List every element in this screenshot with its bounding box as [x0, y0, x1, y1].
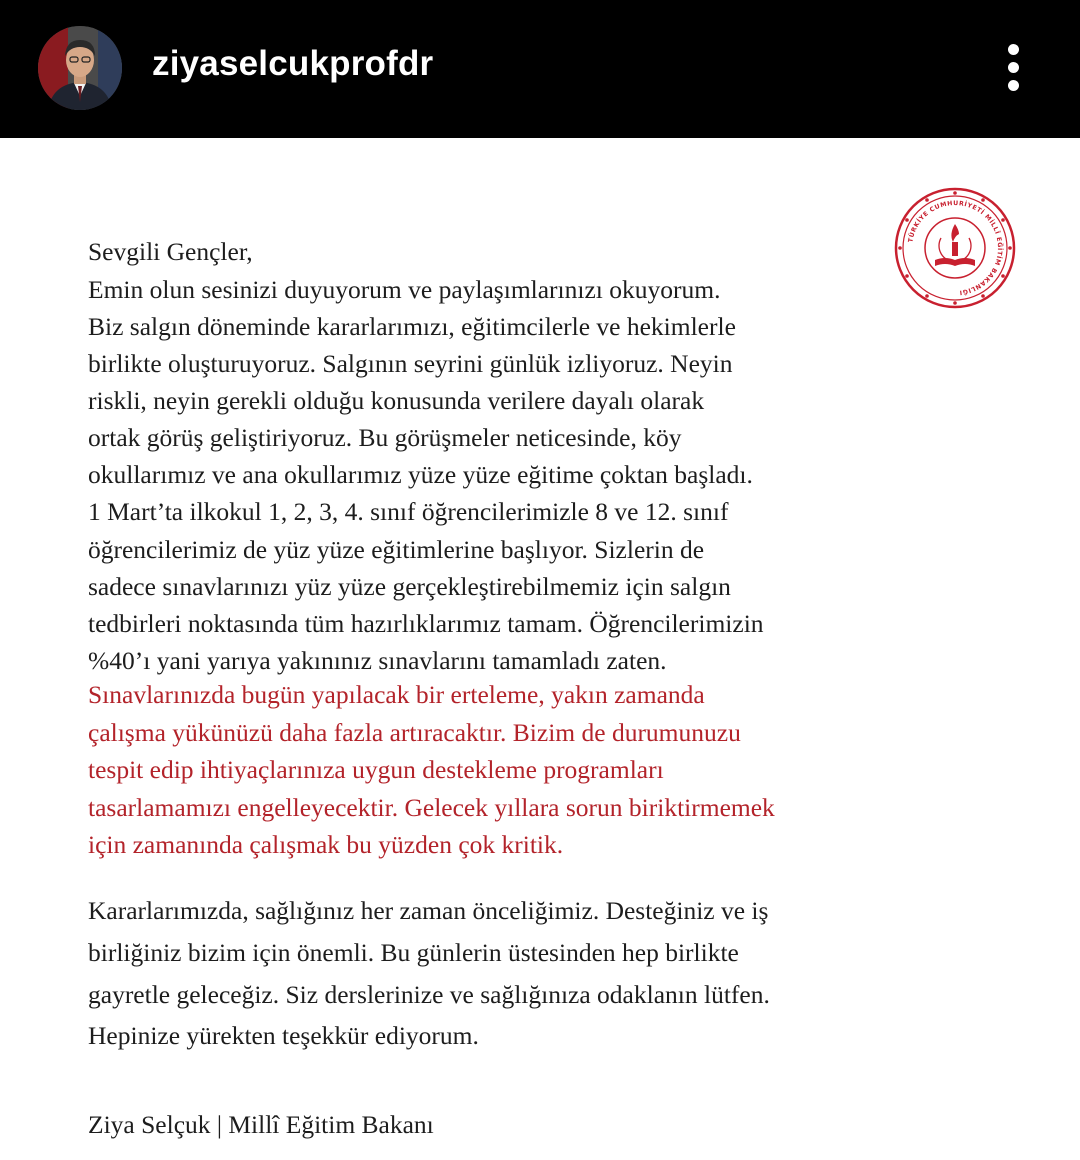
letter-line: birlikte oluşturuyoruz. Salgının seyrini günlük izliyoruz. Neyin: [88, 349, 733, 378]
letter-line: birliğiniz bizim için önemli. Bu günlerin üstesinden hep birlikte: [88, 938, 739, 967]
letter-line: 1 Mart’ta ilkokul 1, 2, 3, 4. sınıf öğrencilerimizle 8 ve 12. sınıf: [88, 497, 729, 526]
post-header: [0, 0, 1080, 138]
letter-line: öğrencilerimiz de yüz yüze eğitimlerine başlıyor. Sizlerin de: [88, 535, 705, 564]
highlighted-line: tespit edip ihtiyaçlarınıza uygun destekleme programları: [88, 755, 664, 784]
letter-line: Hepinize yürekten teşekkür ediyorum.: [88, 1021, 479, 1050]
highlighted-line: Sınavlarınızda bugün yapılacak bir erteleme, yakın zamanda: [88, 680, 705, 709]
letter-line: Emin olun sesinizi duyuyorum ve paylaşımlarınızı okuyorum.: [88, 275, 721, 304]
letter-line: tedbirleri noktasında tüm hazırlıklarımız tamam. Öğrencilerimizin: [88, 609, 764, 638]
letter-line: riskli, neyin gerekli olduğu konusunda verilere dayalı olarak: [88, 386, 705, 415]
ministry-seal-logo: [893, 186, 1017, 310]
letter-signature: Ziya Selçuk | Millî Eğitim Bakanı: [88, 1110, 434, 1139]
letter-line: okullarımız ve ana okullarımız yüze yüze eğitime çoktan başladı.: [88, 460, 753, 489]
letter-line: ortak görüş geliştiriyoruz. Bu görüşmeler neticesinde, köy: [88, 423, 682, 452]
letter-line: %40’ı yani yarıya yakınınız sınavlarını tamamladı zaten.: [88, 646, 667, 675]
letter-line: Kararlarımızda, sağlığınız her zaman önceliğimiz. Desteğiniz ve iş: [88, 896, 769, 925]
highlighted-line: için zamanında çalışmak bu yüzden çok kritik.: [88, 830, 564, 859]
highlighted-line: tasarlamamızı engelleyecektir. Gelecek yıllara sorun biriktirmemek: [88, 793, 775, 822]
letter-line: gayretle geleceğiz. Siz derslerinize ve sağlığınıza odaklanın lütfen.: [88, 980, 770, 1009]
letter-line: sadece sınavlarınızı yüz yüze gerçekleştirebilmemiz için salgın: [88, 572, 731, 601]
more-options-icon[interactable]: [996, 40, 1032, 96]
account-username[interactable]: ziyaselcukprofdr: [152, 44, 434, 83]
profile-avatar[interactable]: [38, 26, 122, 110]
svg-text:TÜRKİYE CUMHURİYETİ MİLLÎ EĞİT: TÜRKİYE CUMHURİYETİ MİLLÎ EĞİTİM BAKANLIĞI: [907, 199, 1004, 296]
letter-greeting: Sevgili Gençler,: [88, 237, 253, 266]
letter-line: Biz salgın döneminde kararlarımızı, eğitimcilerle ve hekimlerle: [88, 312, 736, 341]
highlighted-line: çalışma yükünüzü daha fazla artıracaktır. Bizim de durumunuzu: [88, 718, 741, 747]
